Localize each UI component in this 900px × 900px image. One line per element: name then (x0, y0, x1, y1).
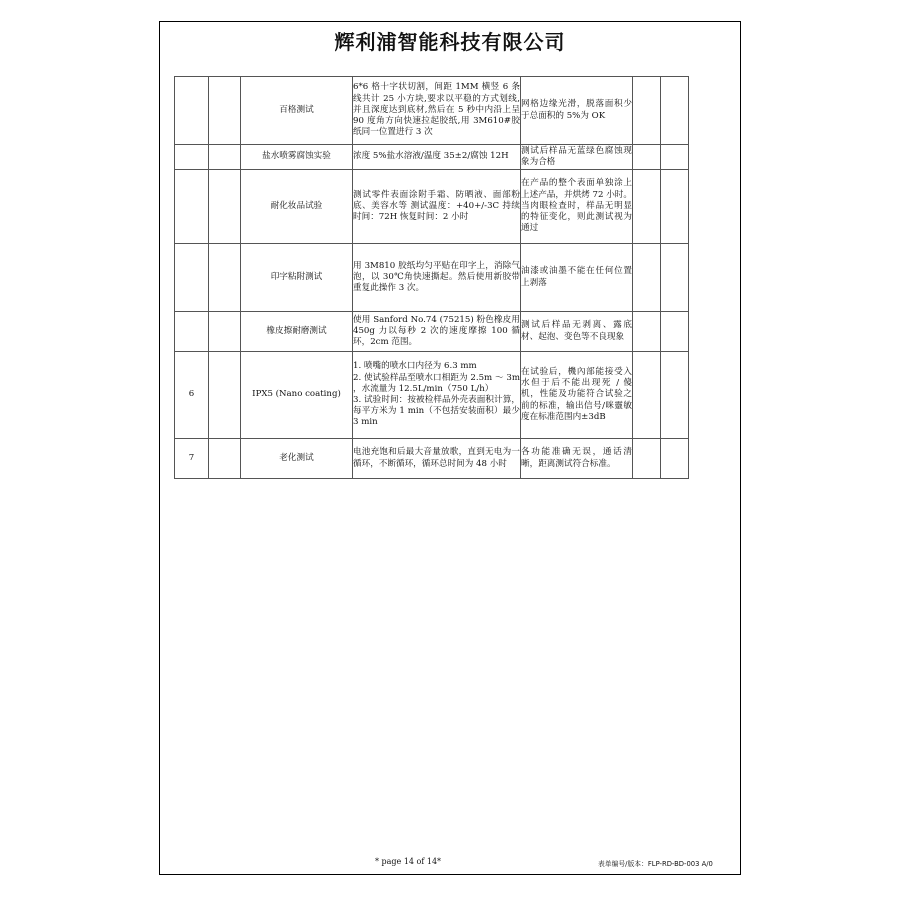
blank-cell (209, 439, 241, 479)
blank-cell (633, 352, 661, 439)
page-number: * page 14 of 14* (375, 857, 442, 866)
method-step: 3. 试验时间：按被检样品外壳表面积计算，每平方米为 1 min（不包括安装面积）最少 3 min (353, 395, 520, 428)
pass-criteria: 各功能准确无误，通话清晰，距离测试符合标准。 (521, 439, 633, 479)
blank-cell (633, 77, 661, 145)
blank-cell (661, 145, 689, 170)
test-method: 用 3M810 胶纸均匀平贴在印字上，消除气泡，以 30℃角快速撕起。然后使用新胶带重复此操作 3 次。 (353, 244, 521, 312)
table-row (175, 77, 689, 145)
test-method: 6*6 格十字状切割，间距 1MM 横竖 6 条线共计 25 小方块,要求以平稳的方式划线,并且深度达到底材,然后在 5 秒中内沿上呈 90 度角方向快速拉起胶纸,用 3M610#胶纸同一位置进行 3 次 (353, 77, 521, 145)
row-number (175, 145, 209, 170)
method-step: 1. 喷嘴的喷水口内径为 6.3 mm (353, 361, 477, 372)
blank-cell (209, 352, 241, 439)
blank-cell (661, 439, 689, 479)
test-table (174, 76, 689, 479)
pass-criteria: 在试验后，機內部能接受入水但于后不能出现死 / 傻机，性能及功能符合试验之前的标准，输出信号/咪靈敏度在标准范围内±3dB (521, 352, 633, 439)
blank-cell (209, 244, 241, 312)
pass-criteria: 测试后样品无剥离、露底材、起泡、变色等不良现象 (521, 312, 633, 352)
blank-cell (209, 77, 241, 145)
row-number (175, 170, 209, 244)
test-method (353, 352, 521, 439)
row-number (175, 77, 209, 145)
table-row (175, 352, 689, 439)
test-item: 耐化妆品试验 (241, 170, 353, 244)
row-number (175, 312, 209, 352)
blank-cell (661, 352, 689, 439)
table-row (175, 439, 689, 479)
test-method: 测试零件表面涂附手霜、防晒液、面部粉底、美容水等 测试温度：+40+/-3C 持续时间：72H 恢复时间：2 小时 (353, 170, 521, 244)
blank-cell (661, 170, 689, 244)
blank-cell (633, 312, 661, 352)
blank-cell (209, 145, 241, 170)
test-item: 橡皮擦耐磨测试 (241, 312, 353, 352)
blank-cell (633, 439, 661, 479)
row-number: 7 (175, 439, 209, 479)
company-title: 辉利浦智能科技有限公司 (334, 30, 566, 54)
pass-criteria: 在产品的整个表面单独涂上上述产品，并烘烤 72 小时。当肉眼检查时，样品无明显的特征变化，则此测试视为通过 (521, 170, 633, 244)
test-method: 浓度 5%盐水溶液/温度 35±2/腐蚀 12H (353, 145, 521, 170)
test-item: 印字粘附测试 (241, 244, 353, 312)
table-row (175, 145, 689, 170)
table-row (175, 170, 689, 244)
pass-criteria: 测试后样品无蓝绿色腐蚀现象为合格 (521, 145, 633, 170)
form-number: 表单编号/版本：FLP-RD-BD-003 A/0 (598, 860, 713, 868)
pass-criteria: 油漆或油墨不能在任何位置上剥落 (521, 244, 633, 312)
blank-cell (661, 77, 689, 145)
blank-cell (661, 312, 689, 352)
table-row (175, 312, 689, 352)
blank-cell (209, 170, 241, 244)
blank-cell (661, 244, 689, 312)
row-number: 6 (175, 352, 209, 439)
row-number (175, 244, 209, 312)
test-item: 盐水喷雾腐蚀实验 (241, 145, 353, 170)
blank-cell (633, 244, 661, 312)
blank-cell (633, 170, 661, 244)
test-item: 老化测试 (241, 439, 353, 479)
method-step: 2. 使试验样品至喷水口相距为 2.5m ～ 3m ，水流量为 12.5L/min（750 L/h） (353, 372, 520, 394)
blank-cell (209, 312, 241, 352)
test-method: 电池充饱和后最大音量放歌，直到无电为一循环，不断循环，循环总时间为 48 小时 (353, 439, 521, 479)
test-method: 使用 Sanford No.74 (75215) 粉色橡皮用 450g 力以每秒 2 次的速度摩擦 100 循环，2cm 范围。 (353, 312, 521, 352)
blank-cell (633, 145, 661, 170)
test-item: IPX5 (Nano coating) (241, 352, 353, 439)
test-item: 百格测试 (241, 77, 353, 145)
table-row (175, 244, 689, 312)
pass-criteria: 网格边缘光滑，脱落面积少于总面积的 5%为 OK (521, 77, 633, 145)
